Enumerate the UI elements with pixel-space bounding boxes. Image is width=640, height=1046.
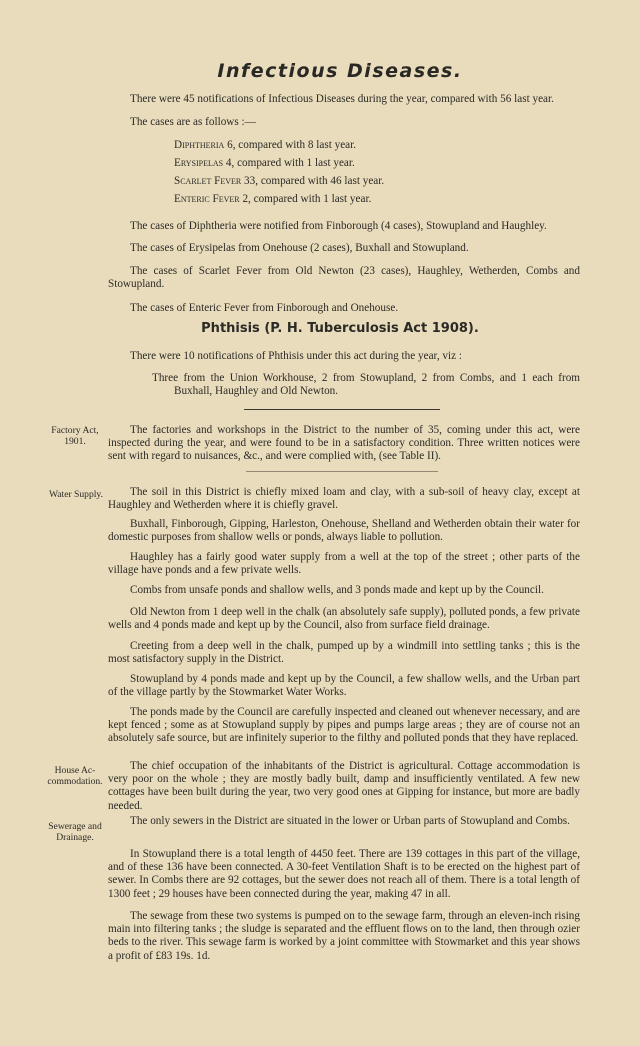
case-text: 4, compared with 1 last year.: [223, 157, 355, 169]
cases-intro: The cases are as follows :—: [130, 116, 256, 128]
case-name: Scarlet Fever: [174, 175, 242, 187]
section-divider: [244, 409, 440, 410]
margin-note-water-supply: Water Supply.: [48, 489, 104, 500]
section-divider: [246, 471, 438, 472]
house-paragraph: The chief occupation of the inhabitants of the District is agricultural. Cottage accommodation is very poor on the whole ; they are mostly badly built, damp and insufficiently ventilated. A few new cottages have been built during the year, two very good ones at Gipping for instance, but more are badly needed.: [108, 760, 580, 812]
water-paragraph-7: Stowupland by 4 ponds made and kept up by the Council, a few shallow wells, and the Urban part of the village partly by the Stowmarket Water Works.: [108, 673, 580, 699]
diphtheria-paragraph: The cases of Diphtheria were notified from Finborough (4 cases), Stowupland and Haughley.: [130, 220, 547, 232]
factory-paragraph: The factories and workshops in the District to the number of 35, coming under this act, were inspected during the year, and were found to be in a satisfactory condition. Three written notices were sent with regard to nuisances, &c., and were complied with, (see Table II).: [108, 424, 580, 463]
case-text: 6, compared with 8 last year.: [224, 139, 357, 151]
phthisis-detail: [152, 372, 580, 398]
enteric-fever-paragraph: The cases of Enteric Fever from Finborough and Onehouse.: [130, 302, 399, 314]
margin-note-house-accommodation: House Ac- commodation.: [47, 765, 103, 787]
water-paragraph-5: Old Newton from 1 deep well in the chalk (an absolutely safe supply), polluted ponds, a few private wells and 4 ponds made and kept up by the Council, also from surface field drainage.: [108, 606, 580, 632]
intro-paragraph: There were 45 notifications of Infectious Diseases during the year, compared with 56 last year.: [130, 93, 554, 105]
case-name: Enteric Fever: [174, 193, 240, 205]
margin-note-sewerage: Sewerage and Drainage.: [48, 821, 102, 843]
case-item-diphtheria: [174, 139, 554, 152]
sewer-paragraph-3: The sewage from these two systems is pumped on to the sewage farm, through an eleven-inch rising main into filtering tanks ; the sludge is separated and the effluent flows on to the land, then through ozier beds to the river. This sewage farm is worked by a joint committee with Stowmarket and this year shows a profit of £83 19s. 1d.: [108, 910, 580, 962]
water-paragraph-8: The ponds made by the Council are carefully inspected and cleaned out whenever necessary, and are kept fenced ; some as at Stowupland supply by pipes and pumps large areas ; they are of course not an absolutely safe source, but are infinitely superior to the filthy and polluted ponds that they have replaced.: [108, 706, 580, 745]
phthisis-paragraph: There were 10 notifications of Phthisis under this act during the year, viz :: [130, 350, 462, 362]
margin-note-factory-act: Factory Act, 1901.: [51, 425, 99, 447]
water-paragraph-4: Combs from unsafe ponds and shallow wells, and 3 ponds made and kept up by the Council.: [130, 584, 544, 596]
case-name: Diphtheria: [174, 139, 225, 151]
case-name: Erysipelas: [174, 157, 224, 169]
water-paragraph-3: Haughley has a fairly good water supply from a well at the top of the street ; other parts of the village have ponds and a few private wells.: [108, 551, 580, 577]
water-paragraph-1: The soil in this District is chiefly mixed loam and clay, with a sub-soil of heavy clay, except at Haughley and Wetherden where it is chiefly gravel.: [108, 486, 580, 512]
case-text: 33, compared with 46 last year.: [241, 175, 385, 187]
case-item-erysipelas: [174, 157, 554, 170]
sewer-paragraph-2: In Stowupland there is a total length of 4450 feet. There are 139 cottages in this part of the village, and of these 136 have been connected. A 30-feet Ventilation Shaft is to be erected on the highest part of sewer. In Combs there are 92 cottages, but the sewer does not reach all of them. There is a total length of 1300 feet ; 29 houses have been connected during the year, making 47 in all.: [108, 848, 580, 900]
scarlet-fever-paragraph: The cases of Scarlet Fever from Old Newton (23 cases), Haughley, Wetherden, Combs and Stowupland.: [108, 265, 580, 291]
page-title: Infectious Diseases.: [217, 60, 463, 82]
sewer-paragraph-1: The only sewers in the District are situated in the lower or Urban parts of Stowupland and Combs.: [130, 815, 570, 827]
erysipelas-paragraph: The cases of Erysipelas from Onehouse (2 cases), Buxhall and Stowupland.: [130, 242, 469, 254]
case-item-enteric-fever: [174, 193, 554, 206]
case-item-scarlet-fever: [174, 175, 554, 188]
water-paragraph-6: Creeting from a deep well in the chalk, pumped up by a windmill into settling tanks ; this is the most satisfactory supply in the District.: [108, 640, 580, 666]
phthisis-heading: Phthisis (P. H. Tuberculosis Act 1908).: [201, 321, 479, 336]
phthisis-detail-text: Three from the Union Workhouse, 2 from Stowupland, 2 from Combs, and 1 each from Buxhall, Haughley and Old Newton.: [152, 372, 580, 398]
case-text: 2, compared with 1 last year.: [239, 193, 372, 205]
water-paragraph-2: Buxhall, Finborough, Gipping, Harleston, Onehouse, Shelland and Wetherden obtain their water for domestic purposes from shallow wells or ponds, always liable to pollution.: [108, 518, 580, 544]
